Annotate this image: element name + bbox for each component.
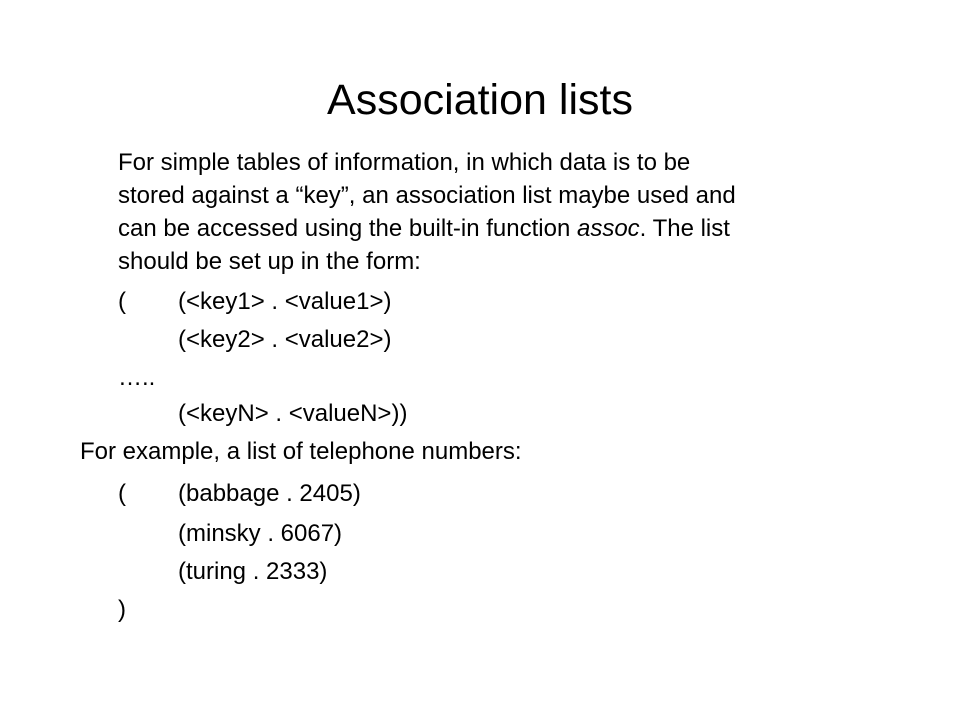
example-entry-minsky: (minsky . 6067) [178,520,343,547]
form-entry-2: (<key2> . <value2>) [178,326,392,353]
form-ellipsis: ….. [118,364,156,391]
example-entry-turing: (turing . 2333) [178,558,328,585]
intro-line-1: For simple tables of information, in which data is to be [118,149,691,176]
intro-line-3 [118,212,888,245]
form-entry-1: (<key1> . <value1>) [178,288,392,315]
intro-line-3-end: . The list [639,215,730,242]
assoc-function-name: assoc [576,215,640,242]
intro-paragraph [118,146,888,278]
intro-line-4: should be set up in the form: [118,248,421,275]
example-heading: For example, a list of telephone numbers: [80,438,522,465]
example-close-paren: ) [118,596,126,623]
intro-line-2: stored against a “key”, an association list maybe used and [118,182,736,209]
intro-line-3-text: can be accessed using the built-in function [118,215,571,242]
slide-title: Association lists [327,76,633,124]
example-open-paren: ( [118,480,126,507]
form-entry-n: (<keyN> . <valueN>)) [178,400,408,427]
form-open-paren: ( [118,288,126,315]
example-entry-babbage: (babbage . 2405) [178,480,361,507]
